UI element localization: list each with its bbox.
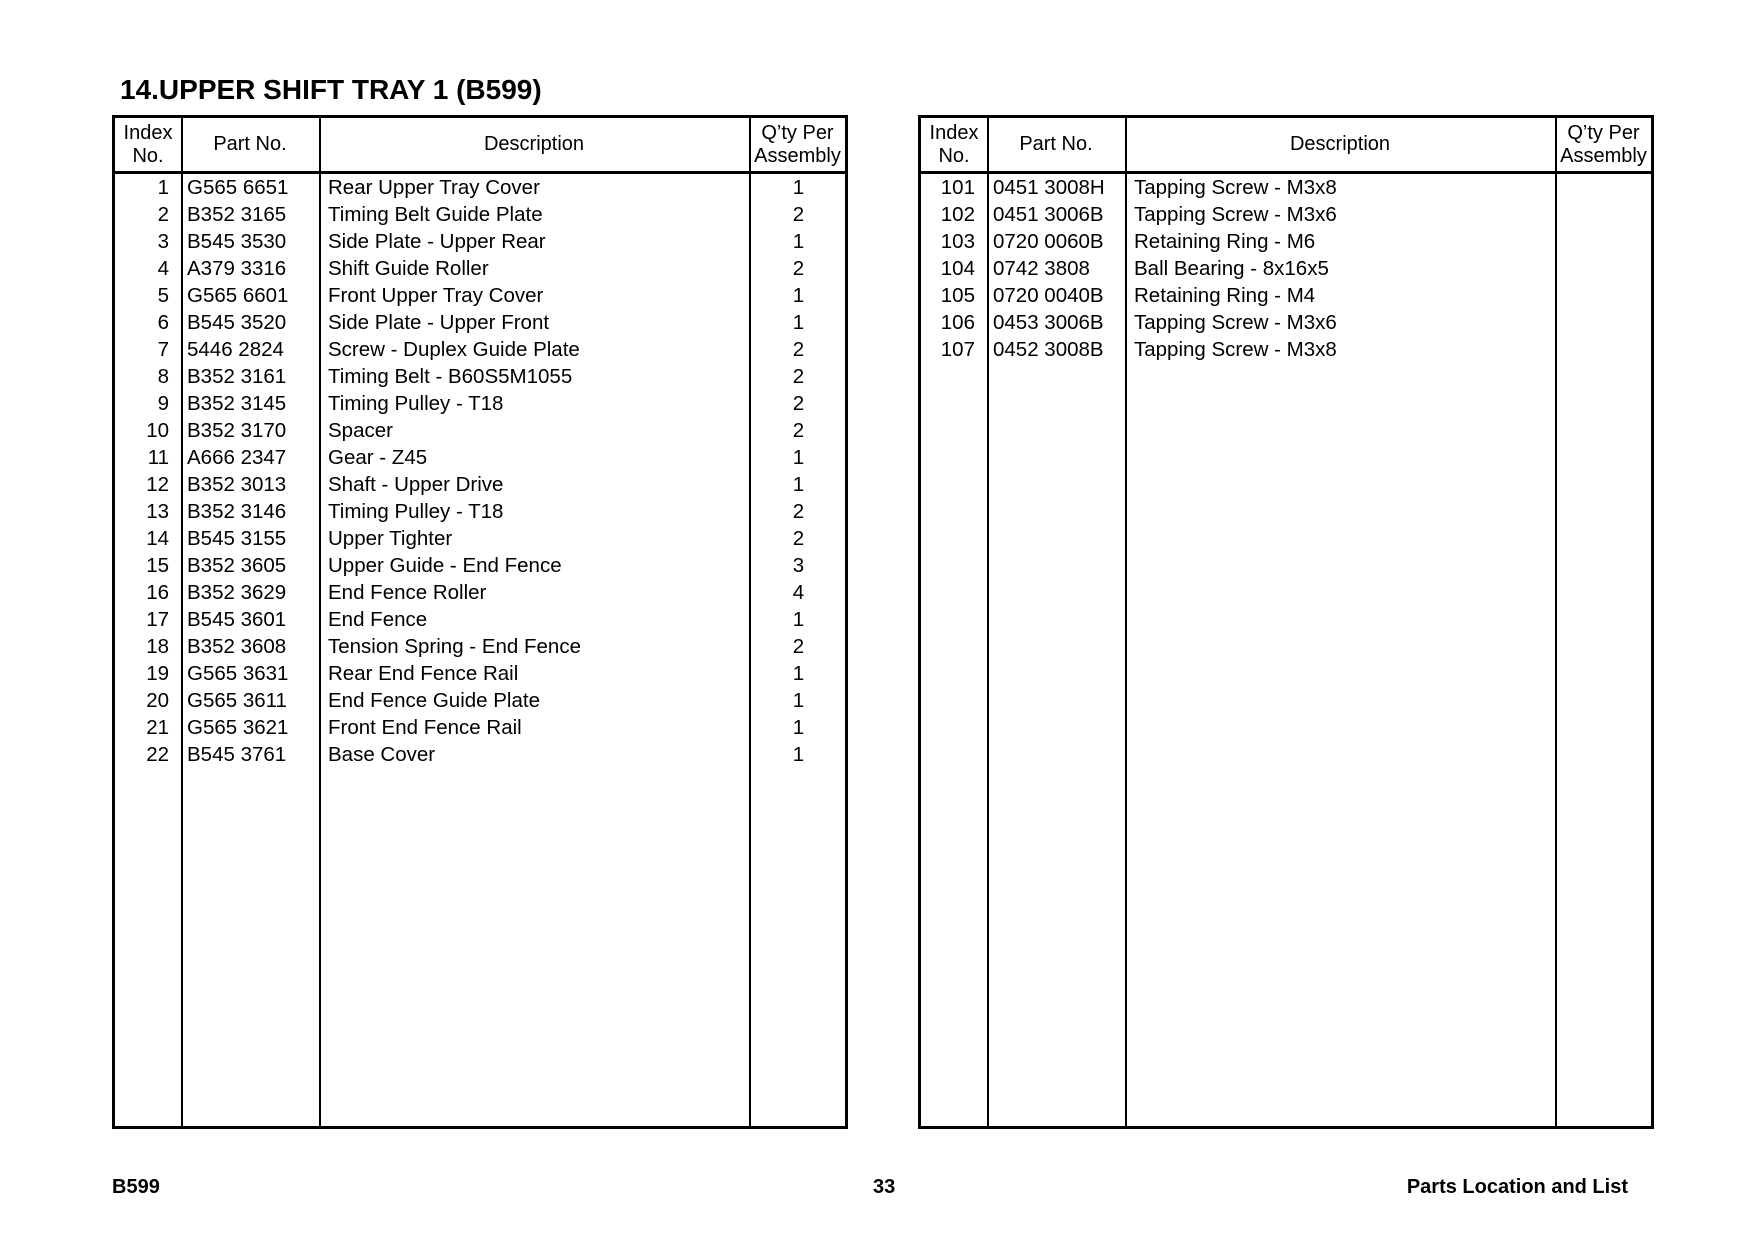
cell-description: Shaft - Upper Drive [328,473,504,496]
header-part-no [181,118,319,171]
table-row [115,741,845,768]
cell-description: Side Plate - Upper Front [328,311,550,334]
table-row [115,498,845,525]
cell-part-no: B352 3608 [187,635,287,658]
header-description-label: Description [1289,133,1391,155]
table-row [115,255,845,282]
cell-description: Upper Guide - End Fence [328,554,562,577]
cell-part-no: B352 3165 [187,203,287,226]
cell-description: Tapping Screw - M3x6 [1134,203,1337,226]
header-qty-line1: Q’ty Per [761,121,834,144]
cell-description: Spacer [328,419,393,442]
cell-part-no: B545 3530 [187,230,287,253]
cell-description: Upper Tighter [328,527,453,550]
page-title: 14.UPPER SHIFT TRAY 1 (B599) [120,74,542,105]
header-description [1125,118,1555,171]
cell-part-no: 0451 3006B [993,203,1104,226]
table-row [115,606,845,633]
cell-description: Rear End Fence Rail [328,662,519,685]
table-row [115,687,845,714]
table-row [115,579,845,606]
table-row [921,228,1651,255]
header-description-label: Description [483,133,585,155]
cell-index: 103 [940,230,975,253]
cell-description: Timing Pulley - T18 [328,392,504,415]
header-qty-line2: Assembly [1560,144,1647,167]
cell-index: 11 [147,446,169,469]
table-row [115,444,845,471]
parts-table-right [918,115,1654,1129]
cell-index: 17 [146,608,169,631]
cell-qty: 1 [792,473,805,496]
cell-qty: 1 [792,716,805,739]
table-row [115,363,845,390]
cell-index: 105 [940,284,975,307]
header-index-line2: No. [938,144,970,167]
footer-page-number: 33 [873,1176,896,1198]
header-index-line1: Index [929,121,979,144]
header-qty [749,118,846,171]
cell-qty: 2 [792,635,805,658]
cell-description: Front Upper Tray Cover [328,284,544,307]
footer-model: B599 [112,1176,160,1198]
cell-qty: 2 [792,203,805,226]
cell-part-no: 0742 3808 [993,257,1090,280]
header-index-line2: No. [132,144,164,167]
cell-index: 1 [157,176,169,199]
cell-description: Timing Pulley - T18 [328,500,504,523]
cell-part-no: 0452 3008B [993,338,1104,361]
cell-description: End Fence Guide Plate [328,689,540,712]
cell-index: 101 [940,176,975,199]
cell-index: 107 [940,338,975,361]
cell-description: End Fence [328,608,428,631]
cell-qty: 2 [792,419,805,442]
cell-qty [1557,336,1652,363]
cell-qty: 4 [792,581,805,604]
cell-part-no: G565 6651 [187,176,289,199]
cell-index: 10 [146,419,169,442]
table-row [921,174,1651,201]
header-qty [1555,118,1652,171]
cell-description: Screw - Duplex Guide Plate [328,338,580,361]
table-row [115,471,845,498]
cell-qty: 2 [792,257,805,280]
cell-qty: 2 [792,392,805,415]
cell-index: 21 [146,716,169,739]
cell-part-no: 0720 0060B [993,230,1104,253]
cell-qty: 2 [792,500,805,523]
table-row [115,174,845,201]
cell-qty [1557,255,1652,282]
cell-description: Tapping Screw - M3x6 [1134,311,1337,334]
cell-part-no: G565 6601 [187,284,289,307]
cell-description: Front End Fence Rail [328,716,522,739]
cell-index: 8 [157,365,169,388]
cell-description: Rear Upper Tray Cover [328,176,540,199]
cell-qty: 1 [792,311,805,334]
cell-qty [1557,228,1652,255]
header-index [115,118,181,171]
cell-qty [1557,174,1652,201]
cell-description: Base Cover [328,743,436,766]
table-row [921,336,1651,363]
cell-description: Retaining Ring - M6 [1134,230,1316,253]
cell-description: Tapping Screw - M3x8 [1134,338,1337,361]
parts-table-left [112,115,848,1129]
table-row [115,390,845,417]
cell-description: End Fence Roller [328,581,487,604]
cell-part-no: B352 3605 [187,554,287,577]
cell-description: Side Plate - Upper Rear [328,230,546,253]
cell-index: 15 [146,554,169,577]
cell-index: 9 [157,392,169,415]
table-row [115,282,845,309]
header-index [921,118,987,171]
cell-qty: 1 [792,446,805,469]
cell-part-no: 0720 0040B [993,284,1104,307]
table-row [115,525,845,552]
header-part-no [987,118,1125,171]
cell-description: Retaining Ring - M4 [1134,284,1316,307]
cell-index: 20 [146,689,169,712]
cell-index: 106 [940,311,975,334]
cell-part-no: G565 3621 [187,716,289,739]
cell-qty: 1 [792,743,805,766]
cell-index: 16 [146,581,169,604]
header-qty-line1: Q’ty Per [1567,121,1640,144]
header-description [319,118,749,171]
cell-part-no: A666 2347 [187,446,287,469]
cell-index: 102 [940,203,975,226]
cell-index: 2 [157,203,169,226]
cell-part-no: B545 3601 [187,608,287,631]
cell-index: 4 [157,257,169,280]
cell-index: 3 [157,230,169,253]
table-row [115,714,845,741]
cell-part-no: G565 3631 [187,662,289,685]
cell-part-no: B352 3145 [187,392,287,415]
cell-index: 5 [157,284,169,307]
cell-description: Tapping Screw - M3x8 [1134,176,1337,199]
cell-qty: 1 [792,284,805,307]
cell-part-no: B545 3761 [187,743,287,766]
table-row [115,552,845,579]
cell-index: 13 [146,500,169,523]
table-row [115,309,845,336]
cell-part-no: B352 3013 [187,473,287,496]
cell-part-no: B352 3161 [187,365,287,388]
cell-index: 18 [146,635,169,658]
cell-description: Gear - Z45 [328,446,428,469]
cell-qty [1557,201,1652,228]
table-row [115,417,845,444]
cell-qty: 3 [792,554,805,577]
cell-qty: 2 [792,338,805,361]
cell-qty: 1 [792,689,805,712]
table-row [921,309,1651,336]
cell-index: 104 [940,257,975,280]
cell-qty [1557,309,1652,336]
header-part-label: Part No. [213,133,287,155]
cell-description: Ball Bearing - 8x16x5 [1134,257,1329,280]
cell-index: 7 [157,338,169,361]
cell-part-no: 0451 3008H [993,176,1105,199]
table-row [115,201,845,228]
cell-part-no: B352 3629 [187,581,287,604]
cell-qty: 2 [792,527,805,550]
cell-index: 22 [146,743,169,766]
table-row [921,201,1651,228]
cell-description: Shift Guide Roller [328,257,489,280]
cell-part-no: A379 3316 [187,257,287,280]
cell-part-no: B545 3155 [187,527,287,550]
table-row [115,336,845,363]
cell-qty: 1 [792,662,805,685]
header-part-label: Part No. [1019,133,1093,155]
cell-part-no: B545 3520 [187,311,287,334]
header-index-line1: Index [123,121,173,144]
cell-qty: 1 [792,230,805,253]
table-row [921,282,1651,309]
cell-index: 12 [146,473,169,496]
header-qty-line2: Assembly [754,144,841,167]
table-row [115,228,845,255]
cell-index: 14 [146,527,169,550]
cell-qty: 2 [792,365,805,388]
table-row [921,255,1651,282]
cell-part-no: G565 3611 [187,689,287,712]
table-row [115,633,845,660]
table-row [115,660,845,687]
cell-index: 19 [146,662,169,685]
cell-qty: 1 [792,608,805,631]
cell-description: Tension Spring - End Fence [328,635,581,658]
cell-description: Timing Belt - B60S5M1055 [328,365,573,388]
cell-index: 6 [157,311,169,334]
cell-description: Timing Belt Guide Plate [328,203,543,226]
cell-qty [1557,282,1652,309]
cell-qty: 1 [792,176,805,199]
cell-part-no: B352 3170 [187,419,287,442]
cell-part-no: 0453 3006B [993,311,1104,334]
cell-part-no: 5446 2824 [187,338,284,361]
cell-part-no: B352 3146 [187,500,287,523]
footer-section-title: Parts Location and List [1406,1176,1628,1198]
